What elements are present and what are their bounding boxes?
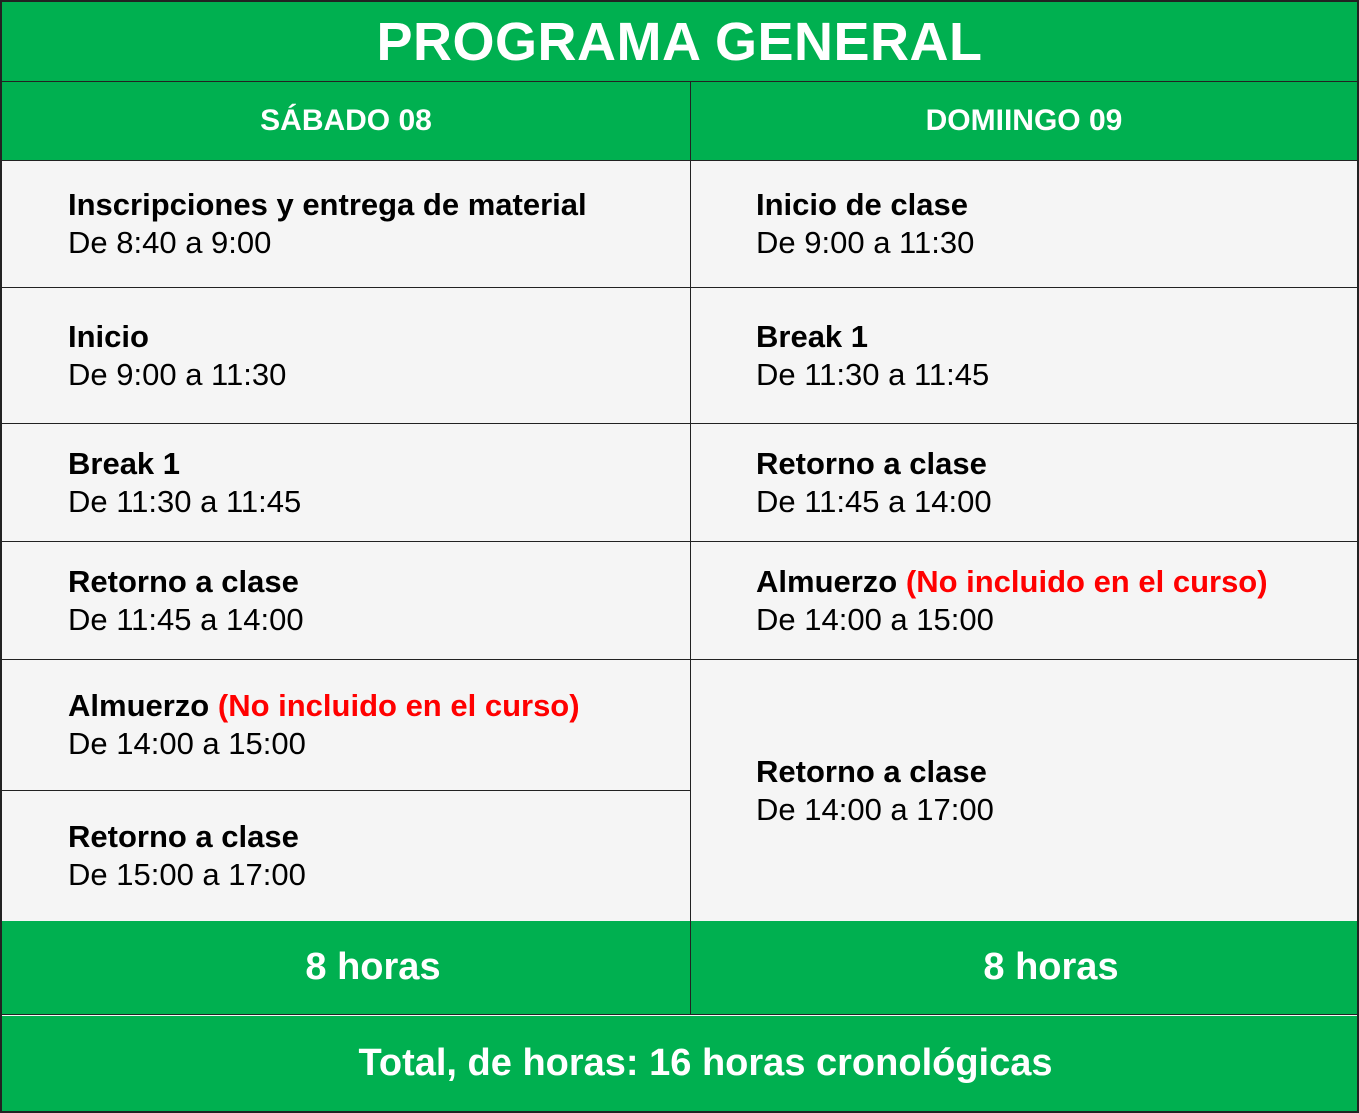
time-range: De 9:00 a 11:30 (756, 225, 975, 260)
time-range: De 11:30 a 11:45 (756, 356, 990, 392)
note-not-included: (No incluido en el curso) (217, 688, 580, 723)
activity-label: Retorno a clase (756, 445, 987, 481)
time-range: De 8:40 a 9:00 (68, 225, 272, 260)
time-range: De 9:00 a 11:30 (68, 356, 287, 392)
schedule-item (691, 161, 1357, 288)
schedule-item (2, 161, 690, 288)
activity-label: Retorno a clase (68, 819, 299, 854)
schedule-item (691, 288, 1357, 424)
activity-label: Almuerzo (No incluido en el curso) (756, 563, 1268, 599)
schedule-item (2, 424, 690, 542)
column-divider (690, 82, 691, 1015)
activity-label: Inscripciones y entrega de material (68, 187, 587, 222)
day-header-sunday: DOMIINGO 09 (691, 82, 1357, 161)
day-header-saturday: SÁBADO 08 (2, 82, 690, 161)
activity-label: Inicio (68, 318, 149, 354)
activity-label: Almuerzo (No incluido en el curso) (68, 688, 580, 723)
schedule-item (691, 424, 1357, 542)
time-range: De 14:00 a 15:00 (68, 726, 306, 761)
hours-saturday: 8 horas (2, 921, 690, 1015)
page-title: PROGRAMA GENERAL (2, 2, 1357, 82)
schedule-item (2, 288, 690, 424)
total-hours: Total, de horas: 16 horas cronológicas (2, 1016, 1357, 1111)
activity-label: Break 1 (68, 445, 181, 481)
time-range: De 14:00 a 17:00 (756, 791, 994, 827)
activity-label: Retorno a clase (68, 563, 299, 599)
hours-sunday: 8 horas (691, 921, 1357, 1015)
schedule-item (2, 542, 690, 660)
activity-label: Retorno a clase (756, 753, 987, 789)
schedule-item (2, 660, 690, 791)
time-range: De 11:45 a 14:00 (756, 483, 992, 519)
time-range: De 14:00 a 15:00 (756, 601, 994, 637)
activity-label: Break 1 (756, 318, 869, 354)
time-range: De 11:30 a 11:45 (68, 483, 302, 519)
schedule-item (691, 660, 1357, 922)
schedule-item (691, 542, 1357, 660)
time-range: De 15:00 a 17:00 (68, 857, 306, 892)
activity-label: Inicio de clase (756, 187, 968, 222)
time-range: De 11:45 a 14:00 (68, 601, 304, 637)
note-not-included: (No incluido en el curso) (905, 563, 1268, 599)
schedule-item (2, 791, 690, 922)
